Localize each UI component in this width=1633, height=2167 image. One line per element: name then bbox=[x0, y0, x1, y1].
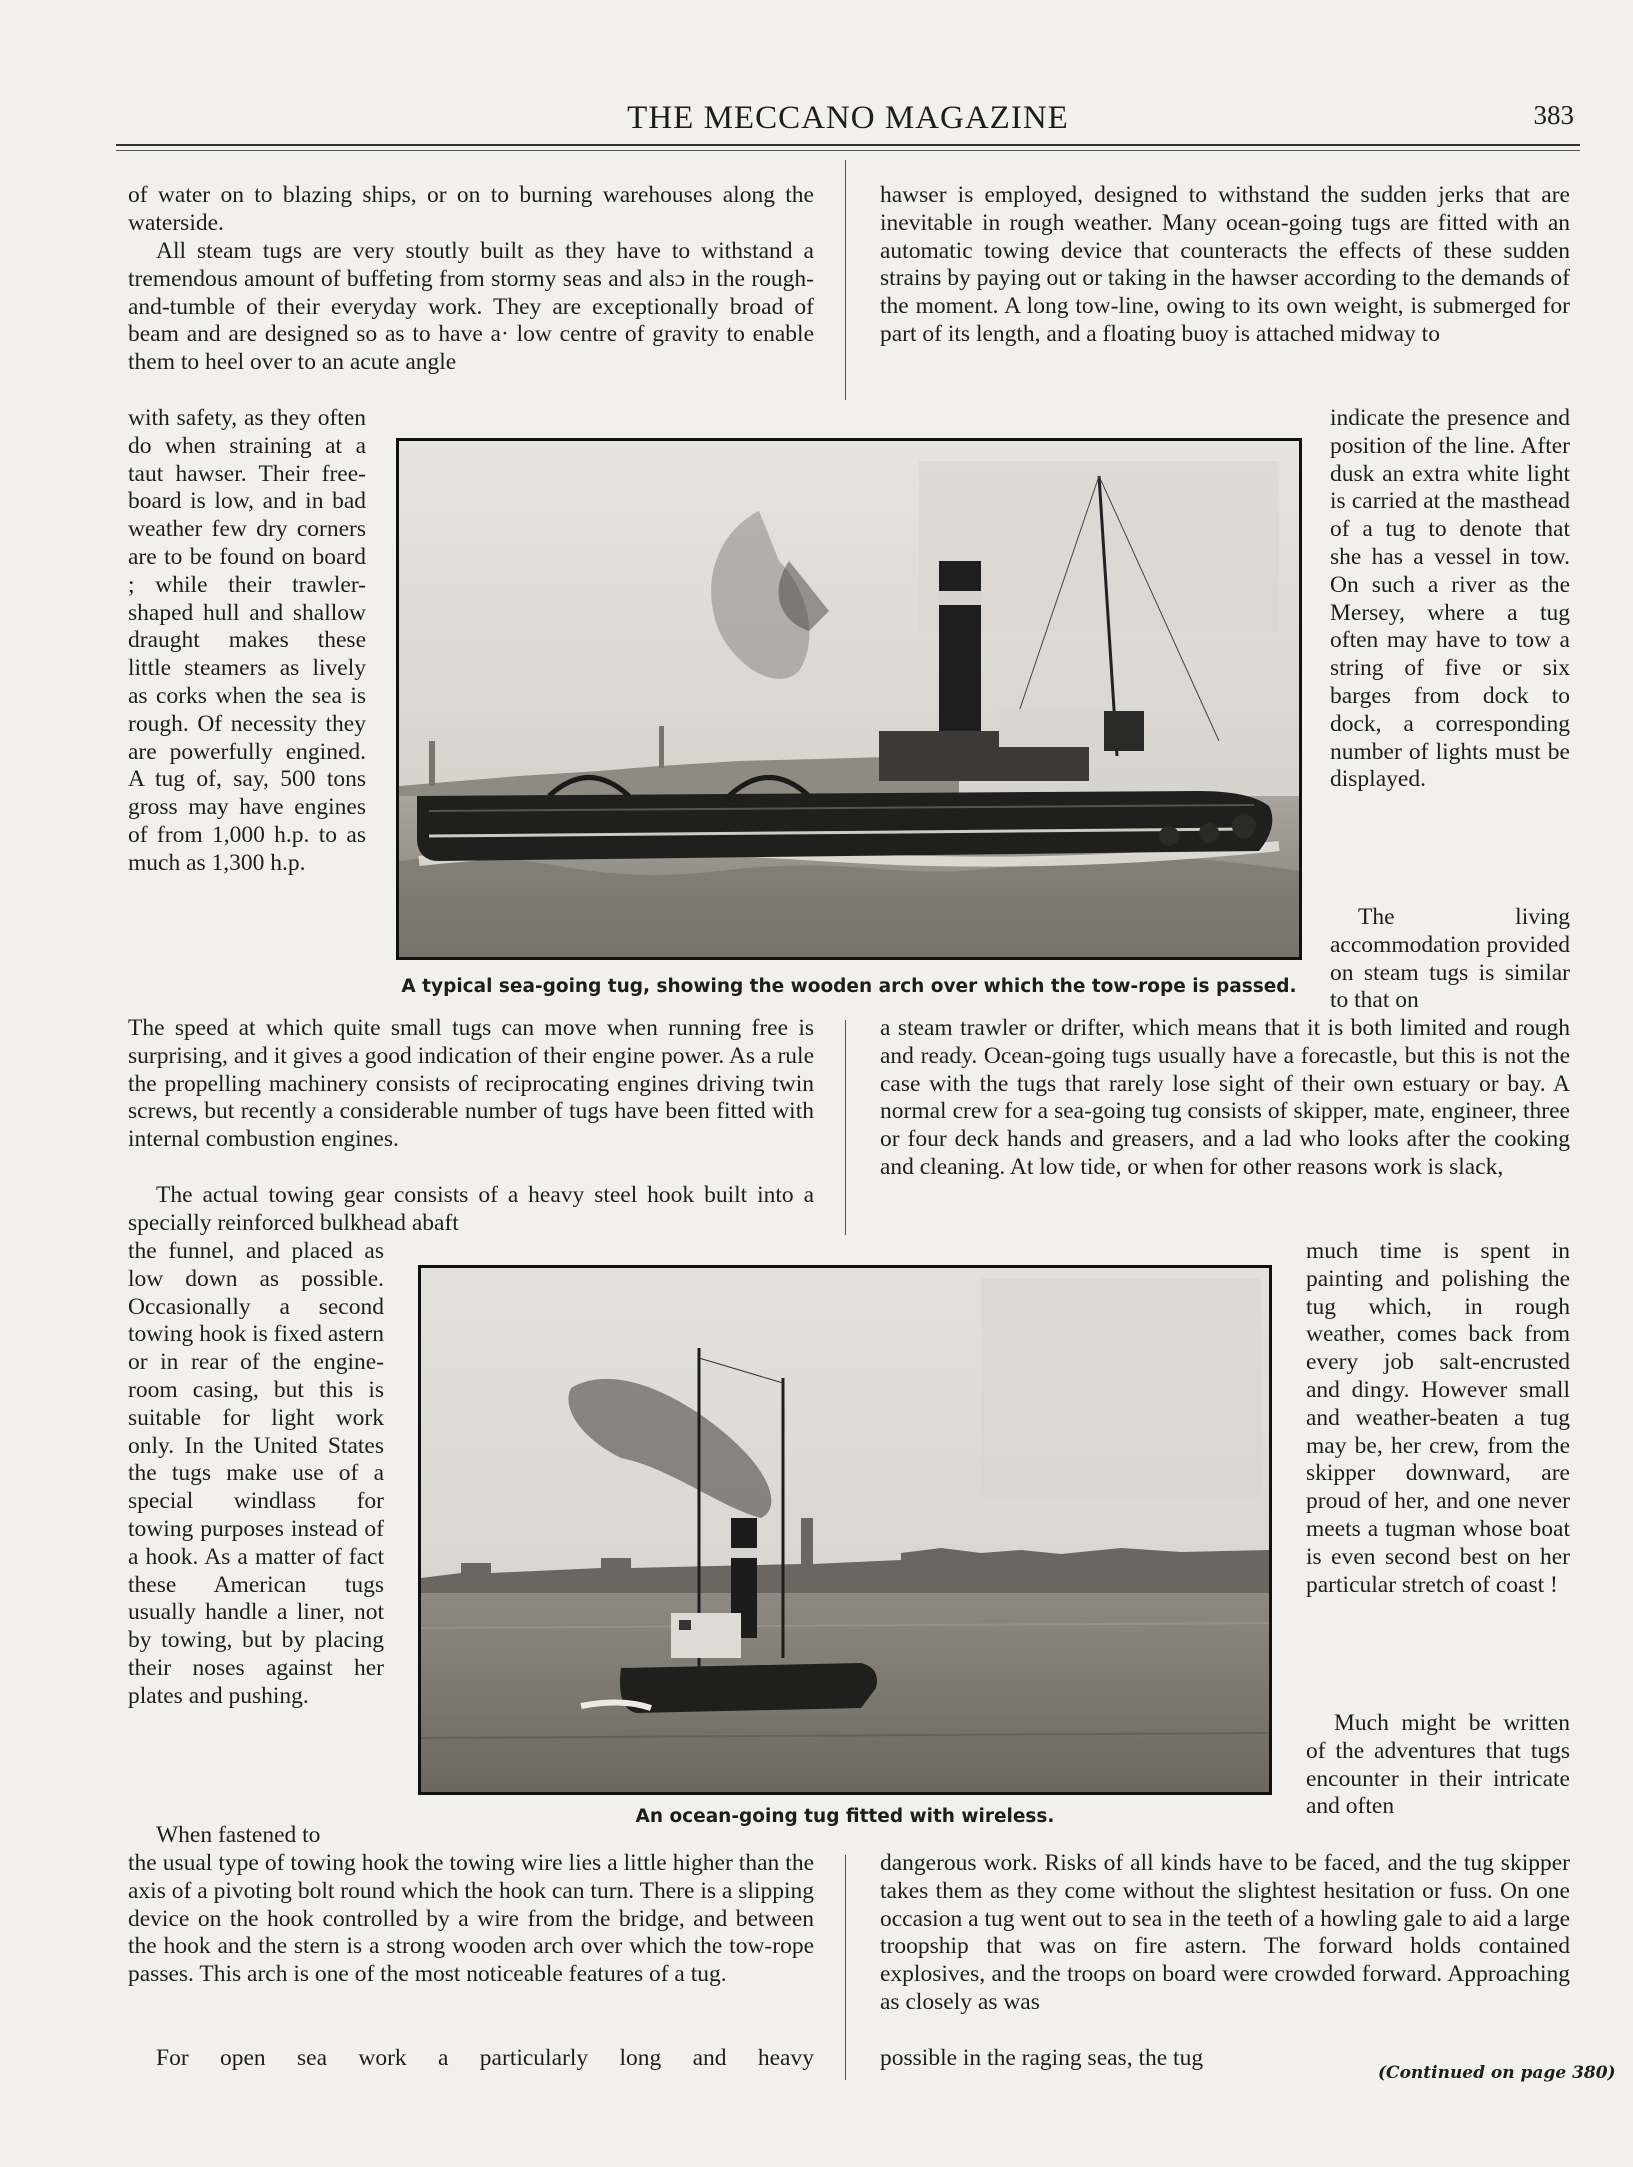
right-paragraph-2-wrap: The living accommodation provided on steam tugs is similar to that on bbox=[1330, 904, 1570, 1014]
photo-sea-going-tug bbox=[396, 438, 1302, 960]
right-paragraph-2: a steam trawler or drifter, which means that it is both limited and rough and ready. Ocean-going tugs usually have a forecastle, but this is not the case with the tugs that rarely lose sight of their own estuary or bay. A normal crew for a sea-going tug consists of skipper, mate, engineer, three or four deck hands and greasers, and a lad who looks after the cooking and cleaning. At low tide, or when for other reasons work is slack, bbox=[880, 1015, 1570, 1180]
photo-ocean-going-tug bbox=[418, 1265, 1272, 1795]
left-paragraph-4: The actual towing gear consists of a heavy steel hook built into a specially reinforced bulkhead abaft bbox=[128, 1182, 814, 1236]
right-paragraph-3-last: possible in the raging seas, the tug bbox=[880, 2045, 1204, 2071]
header-rule-thin bbox=[116, 150, 1580, 151]
ocean-going-tug-image bbox=[421, 1268, 1269, 1792]
photo-caption-1: A typical sea-going tug, showing the wooden arch over which the tow-rope is passed. bbox=[401, 976, 1297, 997]
continued-note: (Continued on page 380) bbox=[1378, 2063, 1616, 2083]
header-rule bbox=[116, 144, 1580, 146]
right-paragraph-3-wrap: Much might be written of the adventures that tugs encounter in their intricate and often bbox=[1306, 1710, 1570, 1820]
magazine-title: THE MECCANO MAGAZINE bbox=[627, 100, 1069, 136]
column-divider-top bbox=[845, 160, 846, 400]
left-paragraph-1: of water on to blazing ships, or on to burning warehouses along the waterside. bbox=[128, 182, 814, 236]
page-header bbox=[116, 100, 1580, 140]
right-paragraph-1: hawser is employed, designed to withstand the sudden jerks that are inevitable in rough weather. Many ocean-going tugs are fitted with an automatic towing device that counteracts the effects of these sudden strains by paying out or taking in the hawser according to the demands of the moment. A long tow-line, owing to its own weight, is submerged for part of its length, and a floating buoy is attached midway to bbox=[880, 182, 1570, 347]
page-number: 383 bbox=[1533, 100, 1574, 130]
right-paragraph-1-wrap: indicate the presence and position of the line. After dusk an extra white light is carried at the masthead of a tug to denote that she has a vessel in tow. On such a river as the Mersey, where a tug often may have to tow a string of five or six barges from dock to dock, a corresponding number of lights must be displayed. bbox=[1330, 405, 1570, 793]
left-paragraph-4-wrap: the funnel, and placed as low down as possible. Occasionally a second towing hook is fixed astern or in rear of the engine-room casing, but this is suitable for light work only. In the United States the tugs make use of a special windlass for towing purposes instead of a hook. As a matter of fact these American tugs usually handle a liner, not by towing, but by placing their noses against her plates and pushing. bbox=[128, 1238, 384, 1709]
photo-caption-2: An ocean-going tug fitted with wireless. bbox=[635, 1806, 1055, 1827]
right-paragraph-3: dangerous work. Risks of all kinds have to be faced, and the tug skipper takes them as they come without the slightest hesitation or fuss. On one occasion a tug went out to sea in the teeth of a howling gale to aid a large troopship that was on fire astern. The forward holds contained explosives, and the troops on board were crowded forward. Approaching as closely as was bbox=[880, 1850, 1570, 2015]
left-paragraph-3: The speed at which quite small tugs can move when running free is surprising, and it gives a good indication of their engine power. As a rule the propelling machinery consists of reciprocating engines driving twin screws, but recently a considerable number of tugs have been fitted with internal combustion engines. bbox=[128, 1015, 814, 1153]
left-paragraph-5-start: When fastened to bbox=[156, 1822, 321, 1848]
right-paragraph-2-wrap2: much time is spent in painting and polishing the tug which, in rough weather, comes back from every job salt-encrusted and dingy. However small and weather-beaten a tug may be, her crew, from the skipper downward, are proud of her, and one never meets a tugman whose boat is even second best on her particular stretch of coast ! bbox=[1306, 1238, 1570, 1598]
column-divider-bottom bbox=[845, 1855, 846, 2080]
sea-going-tug-image bbox=[399, 441, 1299, 957]
left-paragraph-5: the usual type of towing hook the towing wire lies a little higher than the axis of a pivoting bolt round which the hook can turn. There is a slipping device on the hook controlled by a wire from the bridge, and between the hook and the stern is a strong wooden arch over which the tow-rope passes. This arch is one of the most noticeable features of a tug. bbox=[128, 1850, 814, 1988]
column-divider-middle bbox=[845, 1020, 846, 1235]
left-paragraph-2-wrap: with safety, as they often do when straining at a taut hawser. Their free-board is low, and in bad weather few dry corners are to be found on board ; while their trawler-shaped hull and shallow draught makes these little steamers as lively as corks when the sea is rough. Of necessity they are powerfully engined. A tug of, say, 500 tons gross may have engines of from 1,000 h.p. to as much as 1,300 h.p. bbox=[128, 405, 366, 876]
left-paragraph-6: For open sea work a particularly long and heavy bbox=[156, 2045, 814, 2071]
left-paragraph-2: All steam tugs are very stoutly built as they have to withstand a tremendous amount of buffeting from stormy seas and alsɔ in the rough-and-tumble of their everyday work. They are exceptionally broad of beam and are designed so as to have a· low centre of gravity to enable them to heel over to an acute angle bbox=[128, 238, 814, 376]
